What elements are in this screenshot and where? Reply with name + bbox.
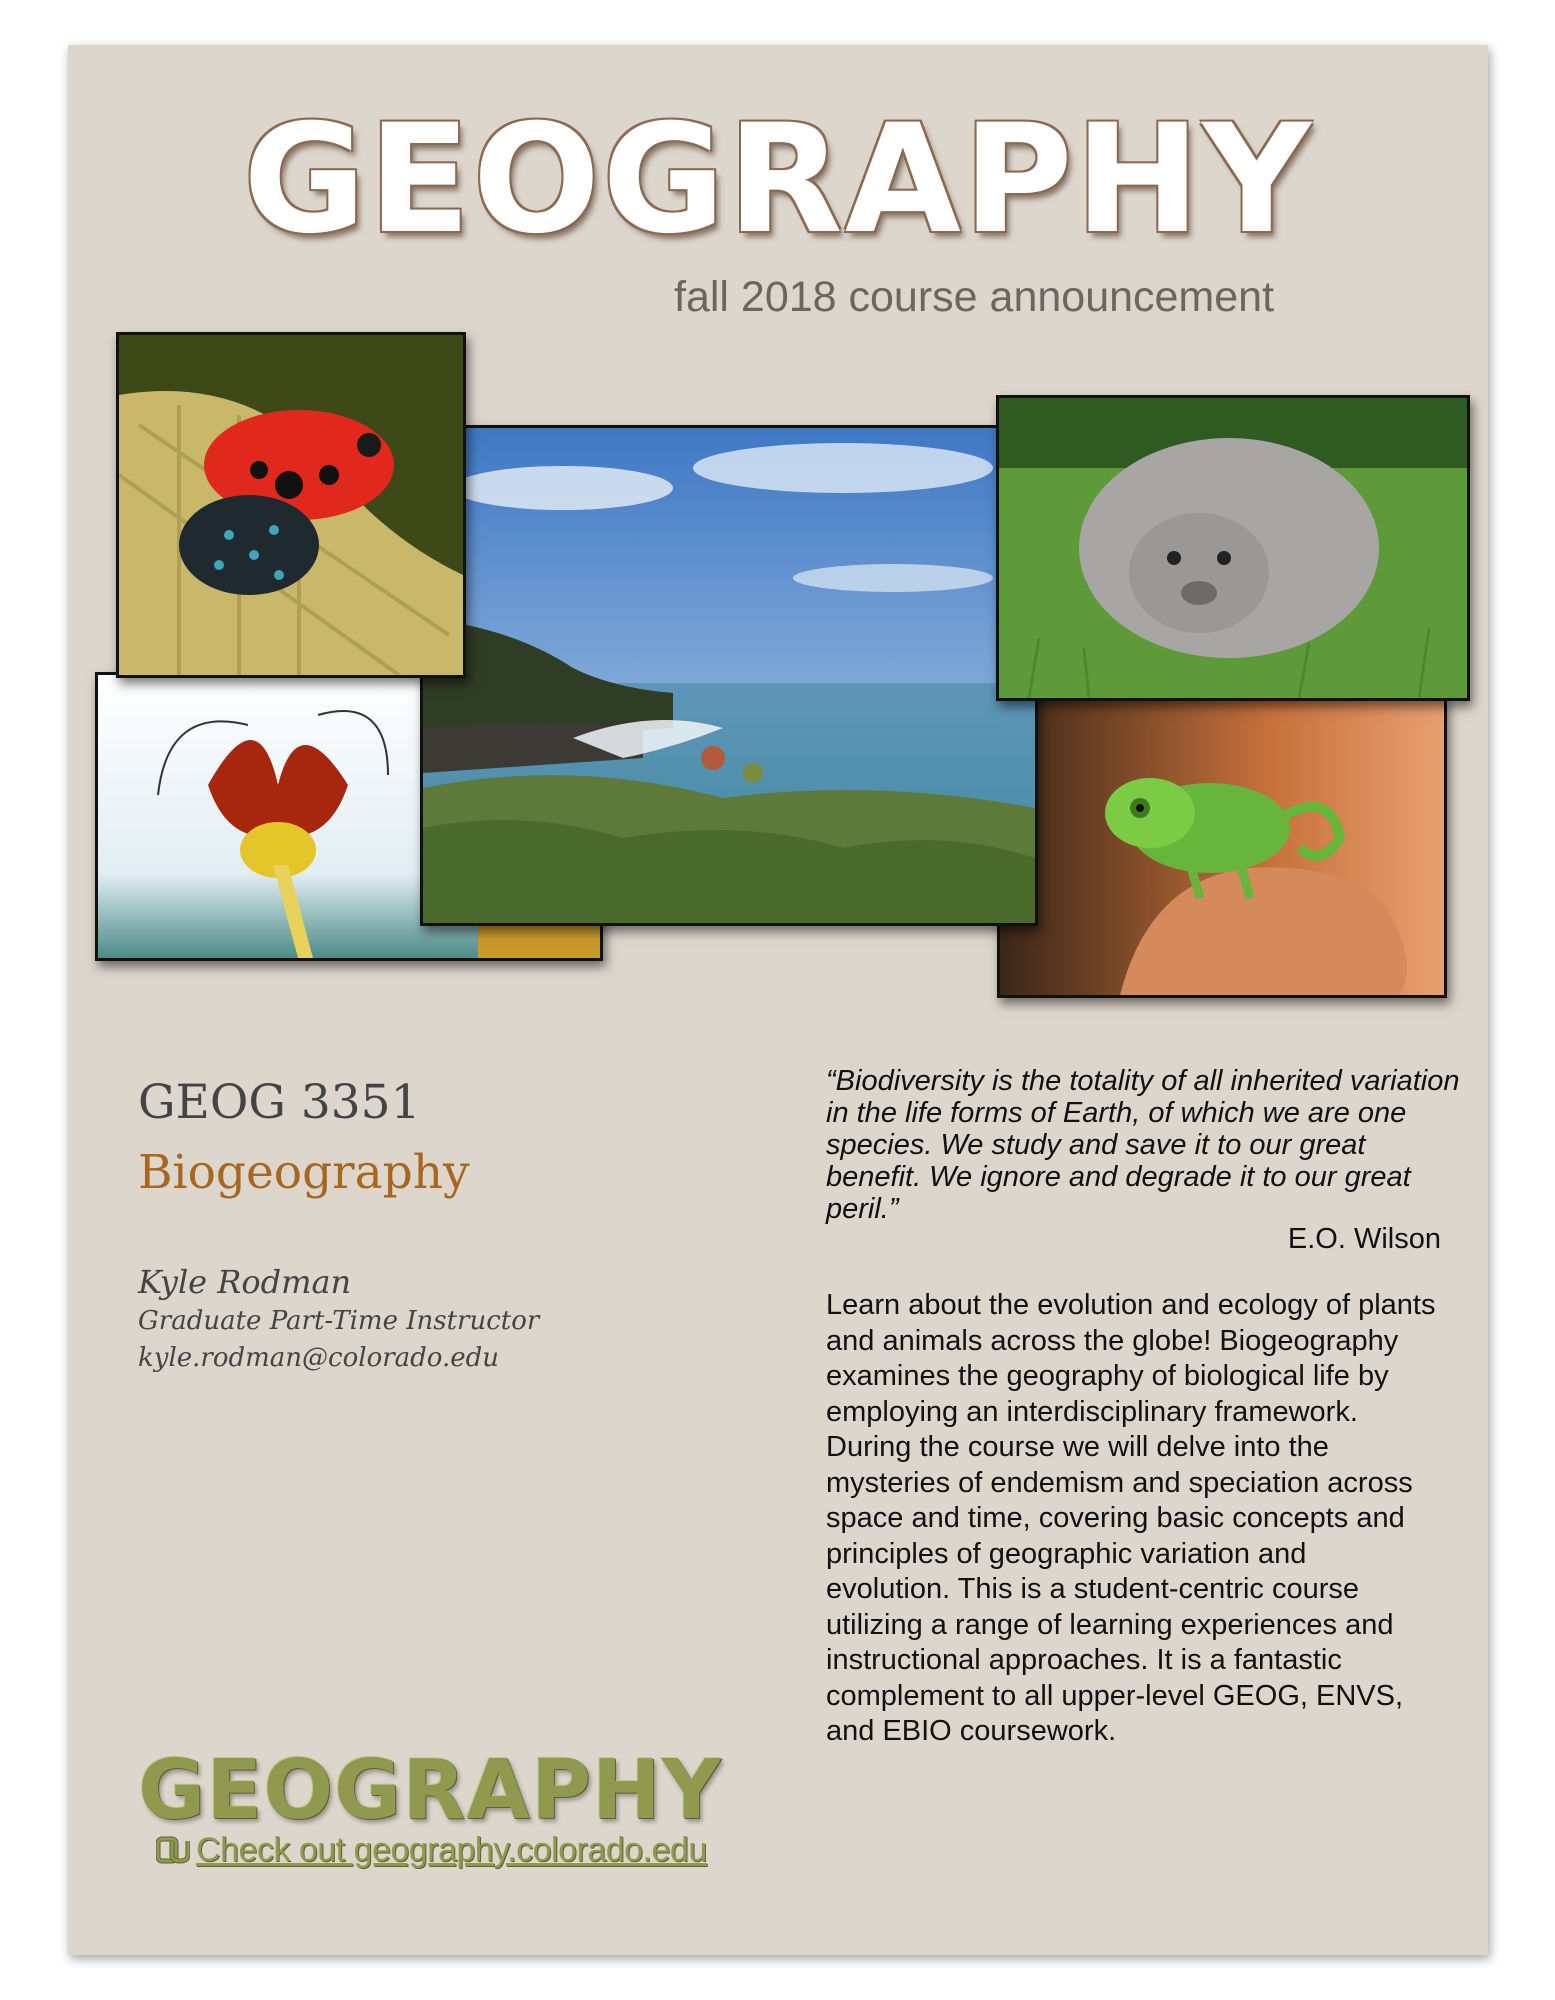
instructor-name: Kyle Rodman [138,1263,352,1301]
page-title: GEOGRAPHY [243,93,1313,267]
geography-website-link[interactable]: Check out geography.colorado.edu [196,1830,707,1869]
course-description: Learn about the evolution and ecology of plants and animals across the globe! Biogeography examines the geography of biological life by employing an interdisciplinary framework. During the course we will delve into the mysteries of endemism and speciation across space and time, covering basic concepts and principles of geographic variation and evolution. This is a student-centric course utilizing a range of learning experiences and instructional approaches. It is a fantastic complement to all upper-level GEOG, ENVS, and EBIO coursework. [826,1289,1436,1747]
quote-author: E.O. Wilson [1287,1223,1441,1255]
chameleon-photo [997,695,1447,998]
quote-text: “Biodiversity is the totality of all inherited variation in the life forms of Earth, of which we are one species. We study and save it to our great benefit. We ignore and degrade it to our great peril.” [826,1065,1460,1225]
wombat-photo [996,395,1470,701]
instructor-email-link[interactable]: kyle.rodman@colorado.edu [138,1343,500,1373]
footer-link-row[interactable] [156,1827,707,1873]
geography-logo: GEOGRAPHY [138,1743,723,1838]
cu-logo-icon [156,1833,190,1867]
course-code: GEOG 3351 [138,1075,421,1130]
instructor-role: Graduate Part-Time Instructor [138,1306,540,1336]
course-name: Biogeography [138,1145,470,1200]
coastline-photo [420,425,1038,926]
announcement-page [68,45,1488,1955]
poison-dart-frog-photo [116,332,466,678]
page-subtitle: fall 2018 course announcement [674,273,1275,321]
